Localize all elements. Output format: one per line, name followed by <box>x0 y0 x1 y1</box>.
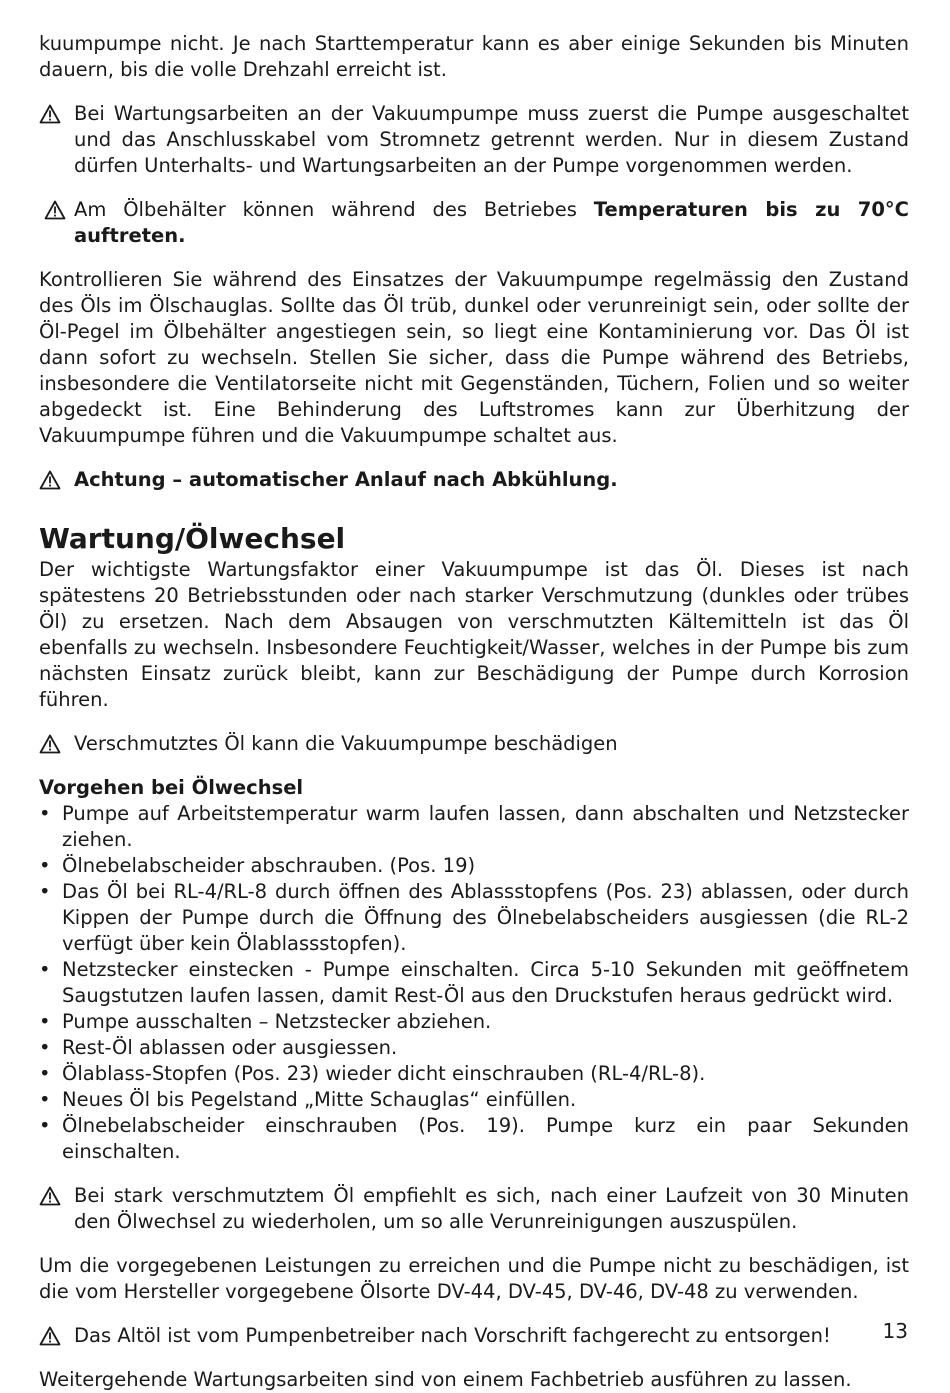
warning-restart <box>39 467 909 493</box>
list-item <box>39 957 909 1009</box>
warning-temperature-bold: Temperaturen bis zu 70°C auftreten. <box>74 198 909 247</box>
warning-disposal <box>39 1323 909 1349</box>
warning-triangle-icon <box>39 734 61 754</box>
paragraph-oil: Der wichtigste Wartungsfaktor einer Vakuumpumpe ist das Öl. Dieses ist nach spätestens 20 Betriebsstunden oder nach starker Verschmutzung (dunkles oder trübes Öl) zu ersetzen. Nach dem Absaugen von verschmutzten Kältemitteln ist das Öl ebenfalls zu wechseln. Insbesondere Feuchtigkeit/Wasser, welches in der Pumpe bis zum nächsten Einsatz zurück bleibt, kann zur Beschädigung der Pumpe durch Korrosion führen. <box>39 558 909 711</box>
bullet: • <box>39 1062 51 1085</box>
paragraph-control: Kontrollieren Sie während des Einsatzes der Vakuumpumpe regelmässig den Zustand des Öls im Ölschauglas. Sollte das Öl trüb, dunkel oder verunreinigt sein, oder sollte der Öl-Pegel im Ölbehälter angestiegen sein, so liegt eine Kontaminierung vor. Das Öl ist dann sofort zu wechseln. Stellen Sie sicher, dass die Pumpe während des Betriebs, insbesondere die Ventilatorseite nicht mit Gegenständen, Tüchern, Folien und so weiter abgedeckt ist. Eine Behinderung des Luftstromes kann zur Überhitzung der Vakuumpumpe führen und die Vakuumpumpe schaltet aus. <box>39 268 909 447</box>
warning-disposal-text: Das Altöl ist vom Pumpenbetreiber nach Vorschrift fachgerecht zu entsorgen! <box>74 1324 831 1347</box>
list-item-text: Das Öl bei RL-4/RL-8 durch öffnen des Ablassstopfens (Pos. 23) ablassen, oder durch Kippen der Pumpe durch die Öffnung des Ölnebelabscheiders ausgiessen (die RL-2 verfügt über kein Ölablassstopfen). <box>62 880 909 955</box>
list-item-text: Ölablass-Stopfen (Pos. 23) wieder dicht einschrauben (RL-4/RL-8). <box>62 1062 706 1085</box>
warning-temperature-prefix: Am Ölbehälter können während des Betriebes <box>74 198 594 221</box>
list-item-text: Pumpe ausschalten – Netzstecker abziehen. <box>62 1010 492 1033</box>
bullet: • <box>39 880 51 903</box>
list-item-text: Netzstecker einstecken - Pumpe einschalten. Circa 5-10 Sekunden mit geöffnetem Saugstutzen laufen lassen, damit Rest-Öl aus den Druckstufen heraus gedrückt wird. <box>62 958 909 1007</box>
bullet: • <box>39 1010 51 1033</box>
warning-triangle-icon <box>39 104 61 124</box>
document-page <box>39 31 909 1393</box>
list-item <box>39 1061 909 1087</box>
warning-heavy-dirt <box>39 1183 909 1235</box>
list-item-text: Neues Öl bis Pegelstand „Mitte Schauglas“ einfüllen. <box>62 1088 577 1111</box>
warning-triangle-icon <box>44 200 66 220</box>
warning-heavy-dirt-text: Bei stark verschmutztem Öl empfiehlt es sich, nach einer Laufzeit von 30 Minuten den Ölwechsel zu wiederholen, um so alle Verunreinigungen auszuspülen. <box>74 1184 909 1233</box>
warning-maintenance <box>39 101 909 179</box>
warning-maintenance-text: Bei Wartungsarbeiten an der Vakuumpumpe muss zuerst die Pumpe ausgeschaltet und das Anschlusskabel vom Stromnetz getrennt werden. Nur in diesem Zustand dürfen Unterhalts- und Wartungsarbeiten an der Pumpe vorgenommen werden. <box>74 102 909 177</box>
bullet: • <box>39 1088 51 1111</box>
bullet: • <box>39 854 51 877</box>
warning-triangle-icon <box>39 470 61 490</box>
list-item <box>39 1113 909 1165</box>
paragraph-further: Weitergehende Wartungsarbeiten sind von einem Fachbetrieb ausführen zu lassen. <box>39 1368 852 1391</box>
list-item-text: Rest-Öl ablassen oder ausgiessen. <box>62 1036 398 1059</box>
intro-continuation: kuumpumpe nicht. Je nach Starttemperatur kann es aber einige Sekunden bis Minuten dauern, bis die volle Drehzahl erreicht ist. <box>39 32 909 81</box>
list-item-text: Ölnebelabscheider abschrauben. (Pos. 19) <box>62 854 476 877</box>
section-title: Wartung/Ölwechsel <box>39 522 346 555</box>
list-item <box>39 879 909 957</box>
procedure-list <box>39 801 909 1165</box>
warning-restart-text: Achtung – automatischer Anlauf nach Abkühlung. <box>74 468 618 491</box>
warning-triangle-icon <box>39 1326 61 1346</box>
bullet: • <box>39 802 51 825</box>
list-item-text: Pumpe auf Arbeitstemperatur warm laufen lassen, dann abschalten und Netzstecker ziehen. <box>62 802 909 851</box>
bullet: • <box>39 958 51 981</box>
bullet: • <box>39 1114 51 1137</box>
warning-temperature <box>39 197 909 249</box>
warning-dirty-oil-text: Verschmutztes Öl kann die Vakuumpumpe beschädigen <box>74 732 618 755</box>
bullet: • <box>39 1036 51 1059</box>
list-item <box>39 1009 909 1035</box>
warning-dirty-oil <box>39 731 909 757</box>
procedure-title: Vorgehen bei Ölwechsel <box>39 776 304 799</box>
list-item <box>39 853 909 879</box>
paragraph-oil-types: Um die vorgegebenen Leistungen zu erreichen und die Pumpe nicht zu beschädigen, ist die vom Hersteller vorgegebene Ölsorte DV-44, DV-45, DV-46, DV-48 zu verwenden. <box>39 1254 909 1303</box>
page-number: 13 <box>882 1319 908 1343</box>
warning-triangle-icon <box>39 1186 61 1206</box>
list-item <box>39 1087 909 1113</box>
list-item-text: Ölnebelabscheider einschrauben (Pos. 19). Pumpe kurz ein paar Sekunden einschalten. <box>62 1114 909 1163</box>
list-item <box>39 1035 909 1061</box>
list-item <box>39 801 909 853</box>
